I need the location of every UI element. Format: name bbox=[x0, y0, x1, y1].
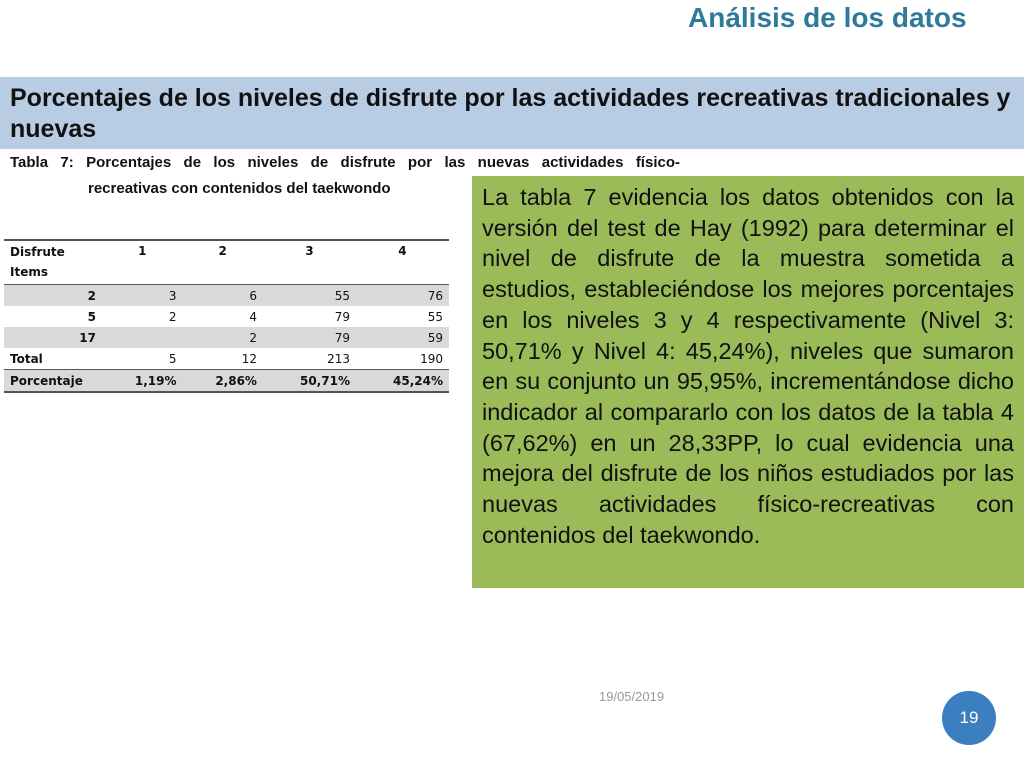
table-cell: 5 bbox=[87, 309, 96, 324]
table-cell: 4 bbox=[249, 309, 257, 324]
slide-subtitle: Porcentajes de los niveles de disfrute por las actividades recreativas tradicionales y nuevas bbox=[0, 77, 1024, 149]
footer-date: 19/05/2019 bbox=[599, 689, 665, 704]
table-header-cell: 2 bbox=[182, 240, 262, 285]
slide-title: Análisis de los datos bbox=[688, 2, 967, 33]
table-cell: 2,86% bbox=[182, 370, 262, 393]
table-cell bbox=[102, 327, 182, 348]
analysis-text-box: La tabla 7 evidencia los datos obtenidos con la versión del test de Hay (1992) para determinar el nivel de disfrute de la muestra sometida a estudios, estableciéndose los mejores porcentajes en los niveles 3 y 4 respectivamente (Nivel 3: 50,71% y Nivel 4: 45,24%), niveles que sumaron en su conjunto un 95,95%, incrementándose dicho indicador al compararlo con los datos de la tabla 4 (67,62%) en un 28,33PP, lo cual evidencia una mejora del disfrute de los niños estudiados por las nuevas actividades físico-recreativas con contenidos del taekwondo. bbox=[472, 176, 1024, 588]
table-cell: 1,19% bbox=[102, 370, 182, 393]
table-cell: 2 bbox=[168, 309, 177, 324]
table-cell: 2 bbox=[4, 285, 102, 307]
table-header-cell: Disfrute Items bbox=[4, 240, 102, 285]
table-cell: Porcentaje bbox=[4, 370, 102, 393]
table-cell: 76 bbox=[356, 285, 449, 307]
table-row bbox=[4, 327, 449, 348]
table-row-total bbox=[4, 348, 449, 370]
table-cell: 55 bbox=[427, 309, 443, 324]
table-cell: 50,71% bbox=[263, 370, 356, 393]
table-cell: 2 bbox=[182, 327, 262, 348]
table-cell: 79 bbox=[334, 309, 350, 324]
table-header-cell: 3 bbox=[263, 240, 356, 285]
table-cell: 45,24% bbox=[356, 370, 449, 393]
page-number-badge: 19 bbox=[942, 691, 996, 745]
table-header-cell: 4 bbox=[356, 240, 449, 285]
table-cell: 190 bbox=[420, 351, 443, 366]
table-cell: 79 bbox=[263, 327, 356, 348]
table-row-percentage bbox=[4, 370, 449, 393]
table-cell: 213 bbox=[327, 351, 350, 366]
table-cell: 5 bbox=[168, 351, 177, 366]
table-row bbox=[4, 306, 449, 327]
data-table bbox=[4, 239, 449, 393]
table-caption-line-2: recreativas con contenidos del taekwondo bbox=[88, 180, 391, 197]
table-cell: 55 bbox=[263, 285, 356, 307]
table-caption-line-1: Tabla 7: Porcentajes de los niveles de disfrute por las nuevas actividades físico- bbox=[10, 154, 680, 171]
table-row bbox=[4, 285, 449, 307]
table-cell: 3 bbox=[102, 285, 182, 307]
table-cell: 17 bbox=[4, 327, 102, 348]
table-header-cell: 1 bbox=[102, 240, 182, 285]
table-header-row bbox=[4, 240, 449, 285]
table-cell: 6 bbox=[182, 285, 262, 307]
table-cell: Total bbox=[10, 351, 43, 366]
table-cell: 12 bbox=[241, 351, 257, 366]
table-cell: 59 bbox=[356, 327, 449, 348]
